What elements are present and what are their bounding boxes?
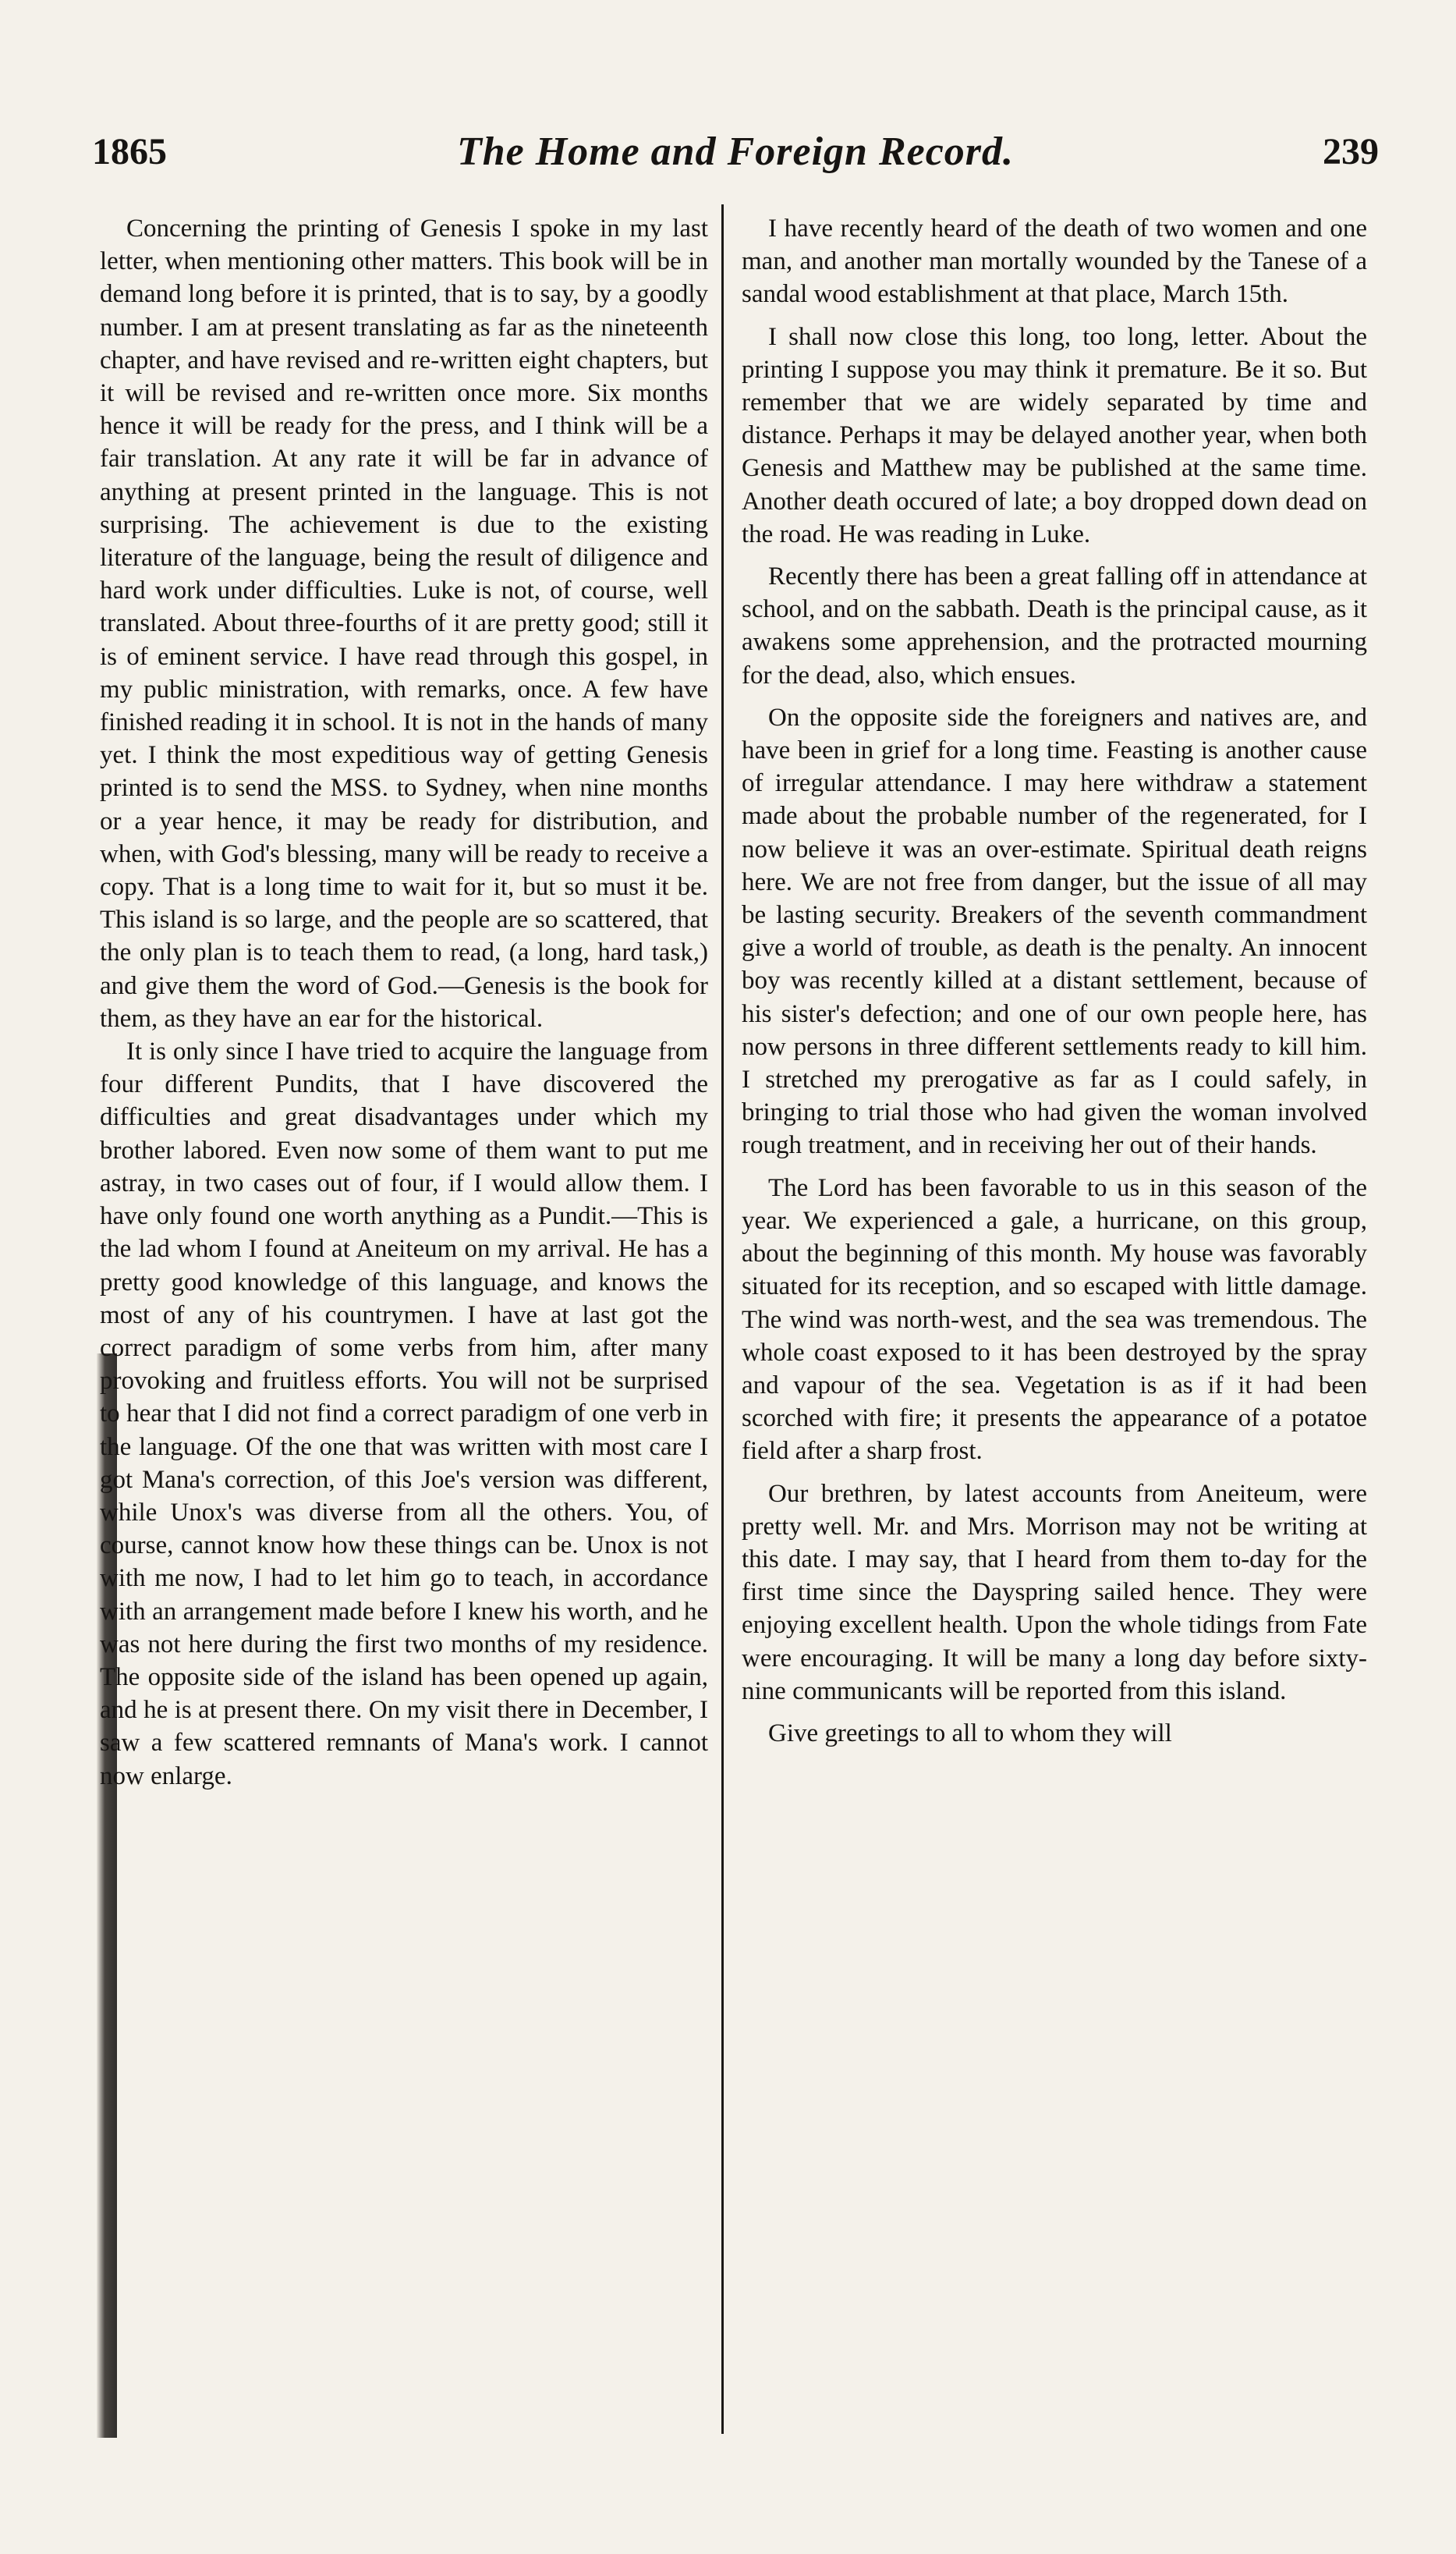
page-number: 239 [1323,131,1379,172]
journal-title: The Home and Foreign Record. [456,129,1015,174]
right-column [742,212,1367,1759]
paragraph: Give greetings to all to whom they will [768,1719,1172,1747]
paragraph: Recently there has been a great falling off in attendance at school, and on the sabbath. Death is the principal cause, as it awakens some apprehension, and the protracted mourning for the dead, also, which ensues. [742,562,1367,690]
paragraph: I shall now close this long, too long, letter. About the printing I suppose you may think it premature. Be it so. But remember that we are widely separated by time and distance. Perhaps it may be delayed another year, when both Genesis and Matthew may be published at the same time. Another death occured of late; a boy dropped down dead on the road. He was reading in Luke. [742,322,1367,548]
paragraph: It is only since I have tried to acquire the language from four different Pundits, that I have discovered the difficulties and great disadvantages under which my brother labored. Even now some of them want to put me astray, in two cases out of four, if I would allow them. I have only found one worth anything as a Pundit.—This is the lad whom I found at Aneiteum on my arrival. He has a pretty good knowledge of this language, and knows the most of any of his countrymen. I have at last got the correct paradigm of some verbs from him, after many provoking and fruitless efforts. You will not be surprised to hear that I did not find a correct paradigm of one verb in the language. Of the one that was written with most care I got Mana's correction, of this Joe's version was different, while Unox's was diverse from all the others. You, of course, cannot know how these things can be. Unox is not with me now, I had to let him go to teach, in accordance with an arrangement made before I knew his worth, and he was not here during the first two months of my residence. The opposite side of the island has been opened up again, and he is at present there. On my visit there in December, I saw a few scattered remnants of Mana's work. I cannot now enlarge. [100,1038,708,1790]
paragraph: Our brethren, by latest accounts from Aneiteum, were pretty well. Mr. and Mrs. Morrison may not be writing at this date. I may say, that I heard from them to-day for the first time since the Dayspring sailed hence. They were enjoying excellent health. Upon the whole tidings from Fate were encouraging. It will be many a long day before sixty-nine communicants will be reported from this island. [742,1479,1367,1705]
left-column [100,212,708,1793]
column-divider [721,204,724,2434]
paragraph: The Lord has been favorable to us in this season of the year. We experienced a gale, a hurricane, on this group, about the beginning of this month. My house was favorably situated for its reception, and so escaped with little damage. The wind was north-west, and the sea was tremendous. The whole coast exposed to it has been destroyed by the spray and vapour of the sea. Vegetation is as if it had been scorched with fire; it presents the appearance of a potatoe field after a sharp frost. [742,1173,1367,1466]
paragraph: On the opposite side the foreigners and natives are, and have been in grief for a long time. Feasting is another cause of irregular attendance. I may here withdraw a statement made about the probable number of the regenerated, for I now believe it was an over-estimate. Spiritual death reigns here. We are not free from danger, but the issue of all may be lasting security. Breakers of the seventh commandment give a world of trouble, as death is the penalty. An innocent boy was recently killed at a distant settlement, because of his sister's defection; and one of our own people here, has now persons in three different settlements ready to kill him. I stretched my prerogative as far as I could safely, in bringing to trial those who had given the woman involved rough treatment, and in receiving her out of their hands. [742,703,1367,1160]
running-header [92,129,1379,187]
header-year: 1865 [92,131,167,172]
paragraph: I have recently heard of the death of two women and one man, and another man mortally wounded by the Tanese of a sandal wood establishment at that place, March 15th. [742,215,1367,309]
paragraph: Concerning the printing of Genesis I spoke in my last letter, when mentioning other matters. This book will be in demand long before it is printed, that is to say, by a goodly number. I am at present translating as far as the nineteenth chapter, and have revised and re-written eight chapters, but it will be revised and re-written once more. Six months hence it will be ready for the press, and I think will be a fair translation. At any rate it will be far in advance of anything at present printed in the language. This is not surprising. The achievement is due to the existing literature of the language, being the result of diligence and hard work under difficulties. Luke is not, of course, well translated. About three-fourths of it are pretty good; still it is of eminent service. I have read through this gospel, in my public ministration, with remarks, once. A few have finished reading it in school. It is not in the hands of many yet. I think the most expeditious way of getting Genesis printed is to send the MSS. to Sydney, when nine months or a year hence, it may be ready for distribution, and when, with God's blessing, many will be ready to receive a copy. That is a long time to wait for it, but so must it be. This island is so large, and the people are so scattered, that the only plan is to teach them to read, (a long, hard task,) and give them the word of God.—Genesis is the book for them, as they have an ear for the historical. [100,215,708,1033]
